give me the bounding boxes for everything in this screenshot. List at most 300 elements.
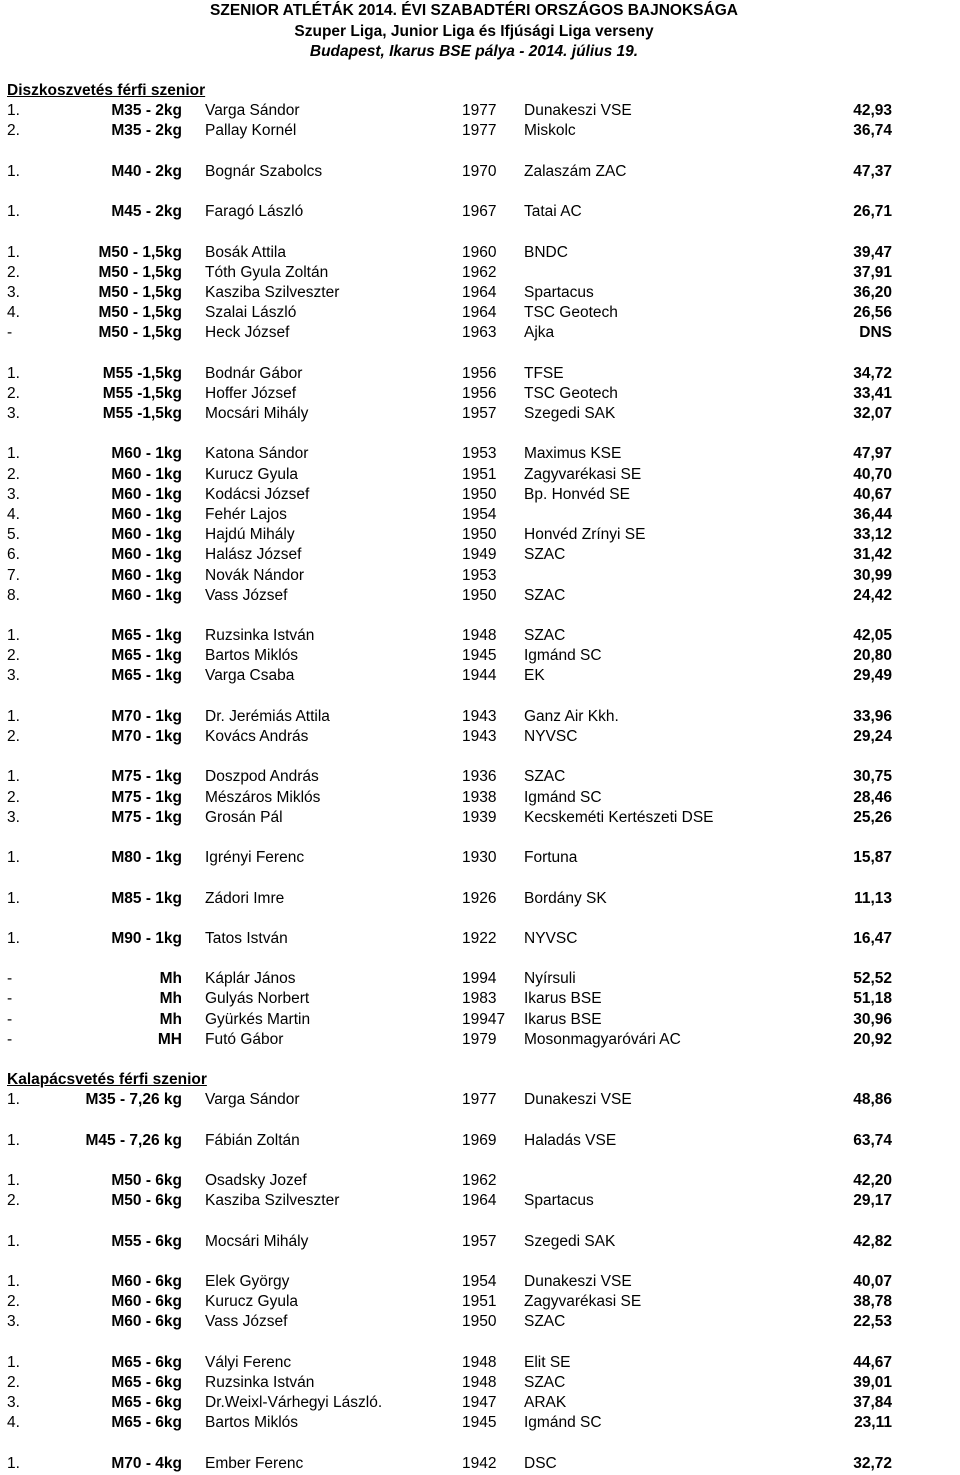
result-cell: 37,91 [853, 263, 892, 281]
group-spacer [0, 909, 960, 929]
athlete-name-cell: Osadsky Jozef [205, 1172, 307, 1190]
category-cell: M35 - 2kg [111, 122, 182, 140]
category-cell: M85 - 1kg [111, 889, 182, 907]
athlete-name-cell: Bartos Miklós [205, 1414, 299, 1432]
result-cell: 39,47 [853, 243, 892, 261]
result-row [0, 1030, 960, 1050]
birth-year-cell: 1951 [462, 465, 497, 483]
birth-year-cell: 1960 [462, 243, 497, 261]
athlete-name-cell: Heck József [205, 324, 290, 342]
athlete-name-cell: Novák Nándor [205, 566, 305, 584]
birth-year-cell: 1962 [462, 263, 497, 281]
athlete-name-cell: Gulyás Norbert [205, 990, 310, 1008]
athlete-name-cell: Futó Gábor [205, 1030, 284, 1048]
birth-year-cell: 1964 [462, 1192, 497, 1210]
category-cell: M60 - 1kg [111, 586, 182, 604]
athlete-name-cell: Bosák Attila [205, 243, 286, 261]
birth-year-cell: 1948 [462, 1353, 497, 1371]
place-cell: 1. [7, 1353, 20, 1371]
group-spacer [0, 343, 960, 363]
place-cell: 7. [7, 566, 20, 584]
club-cell: Igmánd SC [524, 647, 602, 665]
athlete-name-cell: Dr. Jerémiás Attila [205, 707, 330, 725]
place-cell: 2. [7, 465, 20, 483]
club-cell: NYVSC [524, 728, 578, 745]
category-cell: M90 - 1kg [111, 929, 182, 947]
athlete-name-cell: Bognár Szabolcs [205, 162, 323, 180]
birth-year-cell: 1957 [462, 1232, 497, 1250]
place-cell: 2. [7, 384, 20, 402]
place-cell: - [7, 1030, 13, 1048]
group-spacer [0, 1212, 960, 1232]
birth-year-cell: 1979 [462, 1030, 497, 1048]
result-cell: 20,92 [853, 1030, 892, 1048]
category-cell: M70 - 1kg [111, 707, 182, 725]
category-cell: M55 - 6kg [111, 1232, 182, 1250]
result-cell: 24,42 [853, 586, 892, 604]
result-cell: 26,56 [853, 304, 892, 322]
group-spacer [0, 747, 960, 767]
category-cell: Mh [159, 990, 182, 1008]
birth-year-cell: 1957 [462, 405, 497, 422]
category-cell: M65 - 1kg [111, 667, 182, 685]
place-cell: 1. [7, 1454, 20, 1472]
category-cell: Mh [159, 1010, 182, 1028]
birth-year-cell: 1994 [462, 970, 497, 988]
category-cell: M55 -1,5kg [102, 384, 182, 402]
result-cell: 20,80 [853, 647, 892, 665]
section-spacer [0, 1050, 960, 1070]
birth-year-cell: 1947 [462, 1394, 497, 1412]
result-row [0, 566, 960, 586]
birth-year-cell: 1967 [462, 203, 497, 221]
category-cell: M40 - 2kg [111, 162, 182, 180]
result-cell: 36,74 [853, 122, 892, 140]
club-cell: TFSE [524, 364, 564, 382]
place-cell: 4. [7, 304, 20, 322]
result-row [0, 465, 960, 485]
result-row [0, 1090, 960, 1110]
athlete-name-cell: Hajdú Mihály [205, 526, 295, 544]
club-cell: Mosonmagyaróvári AC [524, 1030, 681, 1048]
athlete-name-cell: Ember Ferenc [205, 1454, 304, 1472]
category-cell: M70 - 4kg [111, 1454, 182, 1472]
club-cell: ARAK [524, 1394, 567, 1412]
result-row [0, 666, 960, 686]
club-cell: Tatai AC [524, 203, 582, 221]
result-row [0, 1413, 960, 1433]
club-cell: Bordány SK [524, 889, 607, 907]
birth-year-cell: 1951 [462, 1293, 497, 1311]
club-cell: EK [524, 667, 545, 685]
birth-year-cell: 1922 [462, 929, 497, 947]
place-cell: 1. [7, 1273, 20, 1291]
athlete-name-cell: Varga Csaba [205, 667, 295, 685]
place-cell: 1. [7, 445, 20, 463]
category-cell: M55 -1,5kg [102, 405, 182, 422]
result-cell: 42,05 [853, 627, 892, 645]
result-cell: DNS [859, 324, 892, 342]
result-cell: 40,70 [853, 465, 892, 483]
result-cell: 39,01 [853, 1374, 892, 1391]
group-spacer [0, 1151, 960, 1171]
group-spacer [0, 828, 960, 848]
athlete-name-cell: Dr.Weixl-Várhegyi László. [205, 1394, 383, 1412]
club-cell: Igmánd SC [524, 1414, 602, 1432]
place-cell: 1. [7, 1232, 20, 1250]
club-cell: Zagyvarékasi SE [524, 465, 642, 483]
result-row [0, 1232, 960, 1252]
club-cell: Kecskeméti Kertészeti DSE [524, 808, 714, 826]
athlete-name-cell: Mocsári Mihály [205, 1232, 309, 1250]
result-cell: 31,42 [853, 546, 892, 564]
category-cell: M60 - 6kg [111, 1293, 182, 1311]
group-spacer [0, 182, 960, 202]
category-cell: M60 - 1kg [111, 526, 182, 544]
result-cell: 36,20 [853, 283, 892, 301]
athlete-name-cell: Kasziba Szilveszter [205, 283, 340, 301]
category-cell: M75 - 1kg [111, 788, 182, 806]
birth-year-cell: 1954 [462, 505, 497, 523]
result-row [0, 889, 960, 909]
result-row [0, 323, 960, 343]
place-cell: 3. [7, 667, 20, 685]
result-row [0, 364, 960, 384]
result-row [0, 283, 960, 303]
place-cell: 1. [7, 243, 20, 261]
place-cell: - [7, 990, 13, 1008]
result-row [0, 404, 960, 424]
place-cell: 2. [7, 788, 20, 806]
athlete-name-cell: Fehér Lajos [205, 505, 287, 523]
result-cell: 47,37 [853, 162, 892, 180]
birth-year-cell: 1938 [462, 788, 497, 806]
place-cell: 2. [7, 122, 20, 140]
result-cell: 30,96 [853, 1010, 892, 1028]
place-cell: 1. [7, 768, 20, 786]
place-cell: 8. [7, 586, 20, 604]
athlete-name-cell: Ruzsinka István [205, 627, 315, 645]
club-cell: Fortuna [524, 849, 578, 867]
category-cell: M75 - 1kg [111, 808, 182, 826]
result-row [0, 1191, 960, 1211]
club-cell: Zalaszám ZAC [524, 162, 627, 180]
athlete-name-cell: Tóth Gyula Zoltán [205, 263, 329, 281]
club-cell: Ajka [524, 324, 555, 342]
section-title: Kalapácsvetés férfi szenior [7, 1071, 207, 1089]
place-cell: 2. [7, 1374, 20, 1391]
result-row [0, 525, 960, 545]
athlete-name-cell: Varga Sándor [205, 1091, 300, 1109]
result-cell: 26,71 [853, 203, 892, 221]
result-row [0, 202, 960, 222]
place-cell: 3. [7, 485, 20, 503]
birth-year-cell: 1926 [462, 889, 497, 907]
result-row [0, 788, 960, 808]
result-cell: 30,99 [853, 566, 892, 584]
result-row [0, 303, 960, 323]
category-cell: M55 -1,5kg [102, 364, 182, 382]
category-cell: M50 - 1,5kg [98, 324, 182, 342]
result-row [0, 1292, 960, 1312]
result-row [0, 646, 960, 666]
result-cell: 33,96 [853, 707, 892, 725]
result-row [0, 1171, 960, 1191]
club-cell: Szegedi SAK [524, 1232, 616, 1250]
athlete-name-cell: Ruzsinka István [205, 1374, 315, 1391]
result-cell: 52,52 [853, 970, 892, 988]
result-cell: 29,24 [853, 728, 892, 745]
place-cell: 2. [7, 1293, 20, 1311]
birth-year-cell: 1956 [462, 384, 497, 402]
birth-year-cell: 1964 [462, 283, 497, 301]
category-cell: M60 - 1kg [111, 566, 182, 584]
club-cell: Haladás VSE [524, 1131, 617, 1149]
birth-year-cell: 1977 [462, 1091, 497, 1109]
club-cell: BNDC [524, 243, 568, 261]
result-row [0, 384, 960, 404]
result-row [0, 586, 960, 606]
athlete-name-cell: Hoffer József [205, 384, 297, 402]
athlete-name-cell: Mocsári Mihály [205, 405, 309, 422]
place-cell: 2. [7, 1192, 20, 1210]
birth-year-cell: 1945 [462, 1414, 497, 1432]
club-cell: Elit SE [524, 1353, 571, 1371]
category-cell: M60 - 1kg [111, 546, 182, 564]
athlete-name-cell: Doszpod András [205, 768, 319, 786]
category-cell: M65 - 6kg [111, 1353, 182, 1371]
category-cell: M60 - 1kg [111, 445, 182, 463]
result-row [0, 1272, 960, 1292]
result-row [0, 1373, 960, 1393]
result-cell: 51,18 [853, 990, 892, 1008]
result-cell: 32,07 [853, 405, 892, 422]
result-row [0, 263, 960, 283]
club-cell: Dunakeszi VSE [524, 1273, 632, 1291]
club-cell: Honvéd Zrínyi SE [524, 526, 646, 544]
result-cell: 11,13 [854, 889, 892, 907]
birth-year-cell: 1949 [462, 546, 497, 564]
category-cell: M65 - 6kg [111, 1394, 182, 1412]
result-cell: 29,17 [853, 1192, 892, 1210]
place-cell: 4. [7, 505, 20, 523]
athlete-name-cell: Gyürkés Martin [205, 1010, 311, 1028]
place-cell: 2. [7, 728, 20, 745]
place-cell: 1. [7, 1091, 20, 1109]
athlete-name-cell: Grosán Pál [205, 808, 283, 826]
club-cell: Maximus KSE [524, 445, 622, 463]
place-cell: 1. [7, 627, 20, 645]
result-row [0, 545, 960, 565]
category-cell: M80 - 1kg [111, 849, 182, 867]
result-row [0, 626, 960, 646]
place-cell: 5. [7, 526, 20, 544]
group-spacer [0, 1252, 960, 1272]
club-cell: SZAC [524, 768, 566, 786]
athlete-name-cell: Pallay Kornél [205, 122, 297, 140]
athlete-name-cell: Kurucz Gyula [205, 1293, 299, 1311]
result-cell: 40,67 [853, 485, 892, 503]
document-header [0, 1, 954, 63]
birth-year-cell: 1930 [462, 849, 497, 867]
club-cell: SZAC [524, 1374, 566, 1391]
club-cell: SZAC [524, 1313, 566, 1331]
club-cell: Spartacus [524, 1192, 594, 1210]
club-cell: Bp. Honvéd SE [524, 485, 630, 503]
place-cell: 1. [7, 102, 20, 120]
result-row [0, 969, 960, 989]
result-row [0, 243, 960, 263]
place-cell: - [7, 324, 13, 342]
result-row [0, 101, 960, 121]
results-list [0, 81, 960, 1474]
club-cell: Igmánd SC [524, 788, 602, 806]
result-row [0, 989, 960, 1009]
result-cell: 28,46 [853, 788, 892, 806]
birth-year-cell: 1950 [462, 586, 497, 604]
category-cell: M60 - 6kg [111, 1313, 182, 1331]
result-cell: 22,53 [853, 1313, 892, 1331]
birth-year-cell: 1963 [462, 324, 497, 342]
group-spacer [0, 1434, 960, 1454]
category-cell: MH [157, 1030, 182, 1048]
athlete-name-cell: Katona Sándor [205, 445, 309, 463]
athlete-name-cell: Fábián Zoltán [205, 1131, 300, 1149]
birth-year-cell: 1943 [462, 728, 497, 745]
club-cell: Ganz Air Kkh. [524, 707, 619, 725]
club-cell: Ikarus BSE [524, 990, 602, 1008]
place-cell: 4. [7, 1414, 20, 1432]
category-cell: M35 - 7,26 kg [85, 1091, 182, 1109]
club-cell: DSC [524, 1454, 557, 1472]
club-cell: Szegedi SAK [524, 405, 616, 422]
club-cell: Dunakeszi VSE [524, 102, 632, 120]
result-row [0, 1312, 960, 1332]
category-cell: M50 - 1,5kg [98, 243, 182, 261]
birth-year-cell: 1948 [462, 1374, 497, 1391]
category-cell: Mh [159, 970, 182, 988]
category-cell: M60 - 1kg [111, 505, 182, 523]
category-cell: M75 - 1kg [111, 768, 182, 786]
category-cell: M65 - 6kg [111, 1374, 182, 1391]
result-cell: 42,93 [853, 102, 892, 120]
birth-year-cell: 1950 [462, 485, 497, 503]
athlete-name-cell: Vass József [205, 586, 288, 604]
place-cell: 1. [7, 849, 20, 867]
result-row [0, 162, 960, 182]
club-cell: TSC Geotech [524, 304, 618, 322]
athlete-name-cell: Elek György [205, 1273, 290, 1291]
result-cell: 33,12 [853, 526, 892, 544]
section-title: Diszkoszvetés férfi szenior [7, 82, 206, 99]
club-cell: Spartacus [524, 283, 594, 301]
category-cell: M65 - 6kg [111, 1414, 182, 1432]
result-row [0, 1393, 960, 1413]
group-spacer [0, 1111, 960, 1131]
birth-year-cell: 1936 [462, 768, 497, 786]
club-cell: Miskolc [524, 122, 576, 140]
birth-year-cell: 1944 [462, 667, 497, 685]
club-cell: Dunakeszi VSE [524, 1091, 632, 1109]
place-cell: 3. [7, 1313, 20, 1331]
result-cell: 16,47 [853, 929, 892, 947]
group-spacer [0, 868, 960, 888]
category-cell: M60 - 6kg [111, 1273, 182, 1291]
place-cell: 1. [7, 364, 20, 382]
athlete-name-cell: Kurucz Gyula [205, 465, 299, 483]
result-cell: 40,07 [853, 1273, 892, 1291]
place-cell: 6. [7, 546, 20, 564]
result-row [0, 767, 960, 787]
result-cell: 37,84 [853, 1394, 892, 1412]
place-cell: 3. [7, 1394, 20, 1412]
place-cell: 1. [7, 203, 20, 221]
birth-year-cell: 1962 [462, 1172, 497, 1190]
place-cell: 2. [7, 263, 20, 281]
athlete-name-cell: Tatos István [205, 929, 288, 947]
result-row [0, 1131, 960, 1151]
result-cell: 23,11 [854, 1414, 892, 1432]
place-cell: 1. [7, 162, 20, 180]
result-cell: 38,78 [853, 1293, 892, 1311]
athlete-name-cell: Igrényi Ferenc [205, 849, 305, 867]
result-row [0, 707, 960, 727]
category-cell: M35 - 2kg [111, 102, 182, 120]
result-cell: 63,74 [853, 1131, 892, 1149]
club-cell: Zagyvarékasi SE [524, 1293, 642, 1311]
birth-year-cell: 1953 [462, 445, 497, 463]
category-cell: M60 - 1kg [111, 485, 182, 503]
category-cell: M50 - 1,5kg [98, 304, 182, 322]
group-spacer [0, 142, 960, 162]
birth-year-cell: 1939 [462, 808, 497, 826]
document-venue: Budapest, Ikarus BSE pálya - 2014. július 19. [309, 43, 639, 60]
category-cell: M50 - 1,5kg [98, 283, 182, 301]
place-cell: 1. [7, 707, 20, 725]
place-cell: 3. [7, 808, 20, 826]
club-cell: SZAC [524, 546, 566, 564]
birth-year-cell: 1945 [462, 647, 497, 665]
result-cell: 30,75 [853, 768, 892, 786]
birth-year-cell: 1953 [462, 566, 497, 584]
result-cell: 33,41 [853, 384, 892, 402]
athlete-name-cell: Vass József [205, 1313, 288, 1331]
result-cell: 48,86 [853, 1091, 892, 1109]
birth-year-cell: 1943 [462, 707, 497, 725]
result-row [0, 505, 960, 525]
result-row [0, 929, 960, 949]
group-spacer [0, 1333, 960, 1353]
birth-year-cell: 1950 [462, 526, 497, 544]
athlete-name-cell: Kovács András [205, 728, 309, 745]
result-row [0, 485, 960, 505]
category-cell: M65 - 1kg [111, 647, 182, 665]
athlete-name-cell: Halász József [205, 546, 302, 564]
category-cell: M50 - 6kg [111, 1172, 182, 1190]
athlete-name-cell: Zádori Imre [205, 889, 285, 907]
place-cell: - [7, 1010, 13, 1028]
club-cell: SZAC [524, 586, 566, 604]
birth-year-cell: 1942 [462, 1454, 497, 1472]
athlete-name-cell: Vályi Ferenc [205, 1353, 292, 1371]
birth-year-cell: 1983 [462, 990, 497, 1008]
birth-year-cell: 1977 [462, 122, 497, 140]
result-row [0, 1010, 960, 1030]
result-cell: 42,82 [853, 1232, 892, 1250]
athlete-name-cell: Bartos Miklós [205, 647, 299, 665]
birth-year-cell: 1950 [462, 1313, 497, 1331]
result-cell: 25,26 [853, 808, 892, 826]
